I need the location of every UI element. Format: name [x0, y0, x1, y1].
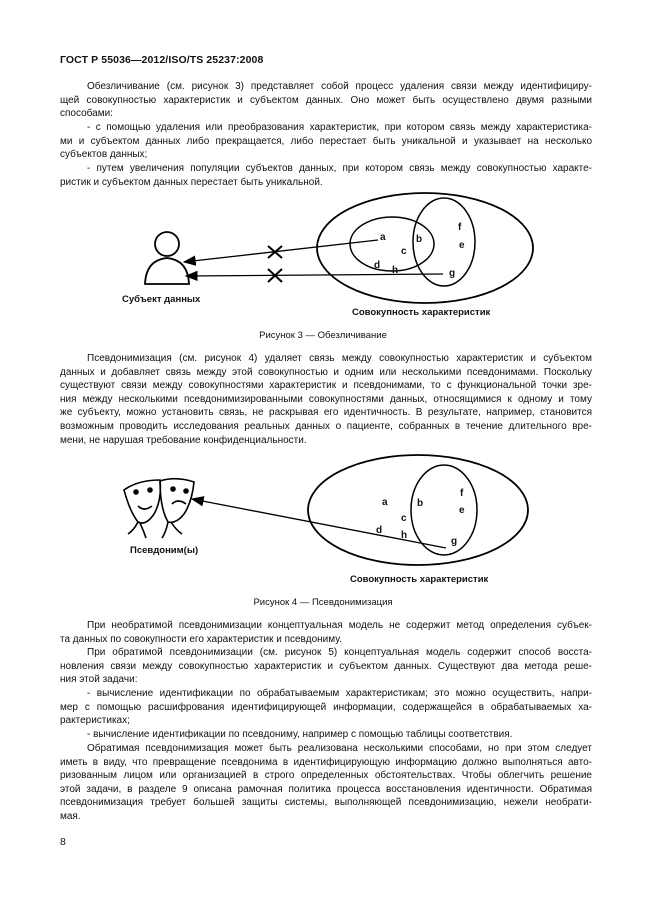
paragraph-method-table	[60, 728, 592, 742]
element-letter-h: h	[401, 530, 408, 541]
text-line: При необратимой псевдонимизации концептуальная модель не содержит метод определения субъек-	[87, 620, 592, 631]
text-line: Псевдонимизация (см. рисунок 4) удаляет связь между совокупностью характеристик и субъектом	[87, 353, 592, 364]
paragraph-irreversible	[60, 619, 592, 646]
element-letter-d: d	[374, 260, 381, 271]
pseudonym-label: Псевдоним(ы)	[130, 545, 199, 556]
paragraph-reversible-impl	[60, 742, 592, 824]
element-letter-c: c	[401, 513, 407, 524]
text-line: возможным проводить исследования реальных данных о пациенте, собранных в течение длительного вре-	[60, 420, 592, 432]
paragraph-pseudonymization	[60, 352, 592, 447]
text-line: ристик и субъектом данных перестает быть уникальной.	[60, 176, 323, 188]
text-line: способами:	[60, 108, 113, 120]
text-line: ризованным лицом или организацией в строго определенных обстоятельствах. Чтобы облегчить решение	[60, 770, 592, 782]
element-letter-e: e	[459, 240, 465, 251]
text-line: субъектов данных;	[60, 149, 148, 161]
element-letter-b: b	[417, 498, 424, 509]
text-line: та данных по совокупности его характеристик и псевдониму.	[60, 633, 343, 645]
text-line: рактеристиках;	[60, 715, 130, 727]
page-number: 8	[60, 836, 66, 848]
document-header: ГОСТ Р 55036—2012/ISO/TS 25237:2008	[60, 54, 264, 66]
text-line: мая.	[60, 810, 81, 822]
text-line: ми и субъектом данных либо прекращается, либо перестает быть уникальной и указывает на несколько	[60, 135, 592, 147]
subset-ellipse-right	[413, 198, 475, 286]
element-letter-d: d	[376, 525, 383, 536]
element-letter-h: h	[392, 265, 399, 276]
element-letter-b: b	[416, 234, 423, 245]
text-line: иметь в виду, что превращение псевдонима в идентифицирующую информацию должно выполняться авто-	[60, 756, 592, 768]
element-letter-a: a	[380, 232, 386, 243]
link-arrow-1	[184, 240, 378, 262]
characteristics-set-label: Совокупность характеристик	[350, 574, 489, 585]
text-line: Обратимая псевдонимизация может быть реализована несколькими способами, но при этом следует	[87, 743, 592, 754]
text-line: Обезличивание (см. рисунок 3) представляет собой процесс удаления связи между идентифициру-	[87, 81, 592, 92]
element-letter-f: f	[458, 222, 462, 233]
characteristics-set-label: Совокупность характеристик	[352, 307, 491, 318]
element-letter-g: g	[449, 268, 456, 279]
text-line: При обратимой псевдонимизации (см. рисунок 5) концептуальная модель содержит способ восста-	[87, 647, 592, 658]
text-line: данных и добавляет связь между этой совокупностью и одним или несколькими псевдонимами. Поскольку	[60, 366, 592, 378]
text-line: этой задачи, в разделе 9 описана рамочная политика процесса восстановления идентичности. Обратимая	[60, 783, 592, 795]
element-letter-c: c	[401, 246, 407, 257]
data-subject-person-icon	[145, 232, 189, 284]
paragraph-method-decrypt	[60, 687, 592, 728]
figure-3-caption: Рисунок 3 — Обезличивание	[259, 330, 387, 341]
link-arrow-2	[186, 274, 443, 276]
text-line: щей совокупностью характеристик и субъектом данных. Оно может быть осуществлено двумя разными	[60, 94, 592, 106]
text-line: - путем увеличения популяции субъектов данных, при котором связь между совокупностью характе-	[87, 163, 592, 174]
data-subject-label: Субъект данных	[122, 294, 201, 305]
element-letter-g: g	[451, 536, 458, 547]
characteristics-set-ellipse	[308, 455, 528, 565]
text-line: ния этой задачи:	[60, 674, 138, 686]
text-line: - с помощью удаления или преобразования характеристик, при котором связь между характеристика-	[87, 122, 592, 133]
subset-ellipse-right	[411, 465, 477, 555]
text-line: мер с помощью расшифрования идентифицирующей информации, содержащейся в обрабатываемых ха-	[60, 701, 592, 713]
element-letter-e: e	[459, 505, 465, 516]
element-letter-f: f	[460, 488, 464, 499]
pseudonym-link-arrow	[192, 499, 446, 548]
figure-4-caption: Рисунок 4 — Псевдонимизация	[253, 597, 393, 608]
text-line: - вычисление идентификации по обрабатываемым характеристикам; это можно осуществить, напри-	[87, 688, 592, 699]
text-line: же субъекту, можно установить связь, не раскрывая его идентичность. В результате, например, становится	[60, 407, 592, 419]
theater-masks-icon	[124, 479, 194, 538]
characteristics-set-ellipse	[317, 193, 533, 303]
text-line: псевдонимизация требует большей защиты системы, выполняющей псевдонимизацию, нежели необрати-	[60, 797, 592, 809]
text-line: новления связи между совокупностью характеристик и субъектом данных. Существуют два метода реше-	[60, 660, 592, 672]
text-line: мени, не нарушая требование конфиденциальности.	[60, 434, 307, 446]
paragraph-reversible	[60, 646, 592, 687]
element-letter-a: a	[382, 497, 388, 508]
text-line: ния между несколькими псевдонимизированными совокупностями данных, относящимися к одному и тому	[60, 393, 592, 405]
text-line: - вычисление идентификации по псевдониму, например с помощью таблицы соответствия.	[87, 729, 513, 740]
text-line: существуют связи между совокупностями характеристик и псевдонимами, то с функциональной точки зре-	[60, 380, 592, 392]
